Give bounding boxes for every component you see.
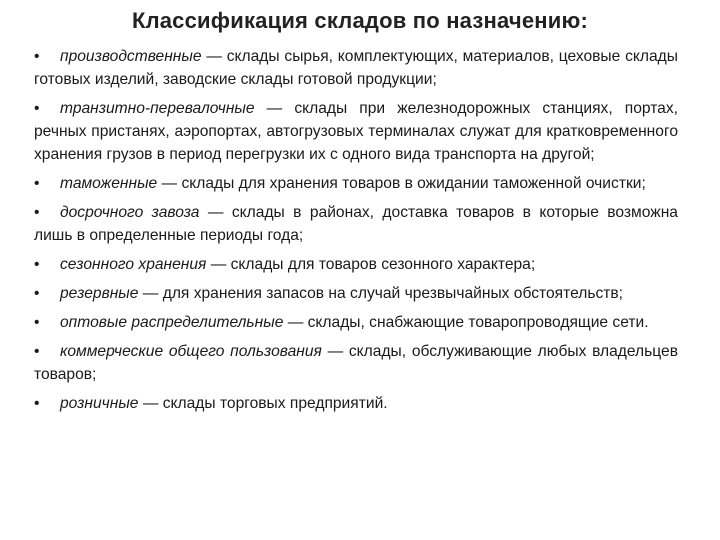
item-description: — склады при железнодорожных станциях, портах, речных пристанях, аэропортах, автогрузовых терминалах служат для кратковременного хранения грузов в период перегрузки их с одного вида транспорта на другой;	[34, 100, 678, 163]
list-item	[34, 201, 678, 247]
item-description: — склады сырья, комплектующих, материалов, цеховые склады готовых изделий, заводские склады готовой продукции;	[34, 48, 678, 88]
item-description: — для хранения запасов на случай чрезвычайных обстоятельств;	[138, 285, 624, 302]
list-item	[34, 311, 678, 334]
item-term: оптовые распределительные	[60, 314, 284, 331]
item-term: транзитно-перевалочные	[60, 100, 255, 117]
list-item	[34, 282, 678, 305]
item-description: — склады торговых предприятий.	[138, 395, 388, 412]
list-item	[34, 172, 678, 195]
bullet-icon: •	[34, 285, 40, 302]
bullet-icon: •	[34, 100, 40, 117]
list-item	[34, 340, 678, 386]
item-term: досрочного завоза	[60, 204, 200, 221]
item-term: производственные	[60, 48, 202, 65]
bullet-icon: •	[34, 256, 40, 273]
warehouse-classification-list	[34, 45, 678, 421]
item-description: — склады для товаров сезонного характера;	[206, 256, 536, 273]
bullet-icon: •	[34, 314, 40, 331]
item-term: розничные	[60, 395, 139, 412]
item-description: — склады для хранения товаров в ожидании таможенной очистки;	[157, 175, 646, 192]
slide-title: Классификация складов по назначению:	[131, 8, 589, 33]
list-item	[34, 97, 678, 166]
item-description: — склады, снабжающие товаропроводящие сети.	[283, 314, 649, 331]
item-term: сезонного хранения	[60, 256, 207, 273]
item-term: таможенные	[60, 175, 158, 192]
bullet-icon: •	[34, 48, 40, 65]
item-term: коммерческие общего пользования	[60, 343, 322, 360]
bullet-icon: •	[34, 175, 40, 192]
bullet-icon: •	[34, 343, 40, 360]
item-term: резервные	[60, 285, 139, 302]
item-description: — склады в районах, доставка товаров в которые возможна лишь в определенные периоды года;	[34, 204, 678, 244]
list-item	[34, 45, 678, 91]
list-item	[34, 253, 678, 276]
list-item	[34, 392, 678, 415]
item-description: — склады, обслуживающие любых владельцев товаров;	[34, 343, 678, 383]
bullet-icon: •	[34, 204, 40, 221]
bullet-icon: •	[34, 395, 40, 412]
